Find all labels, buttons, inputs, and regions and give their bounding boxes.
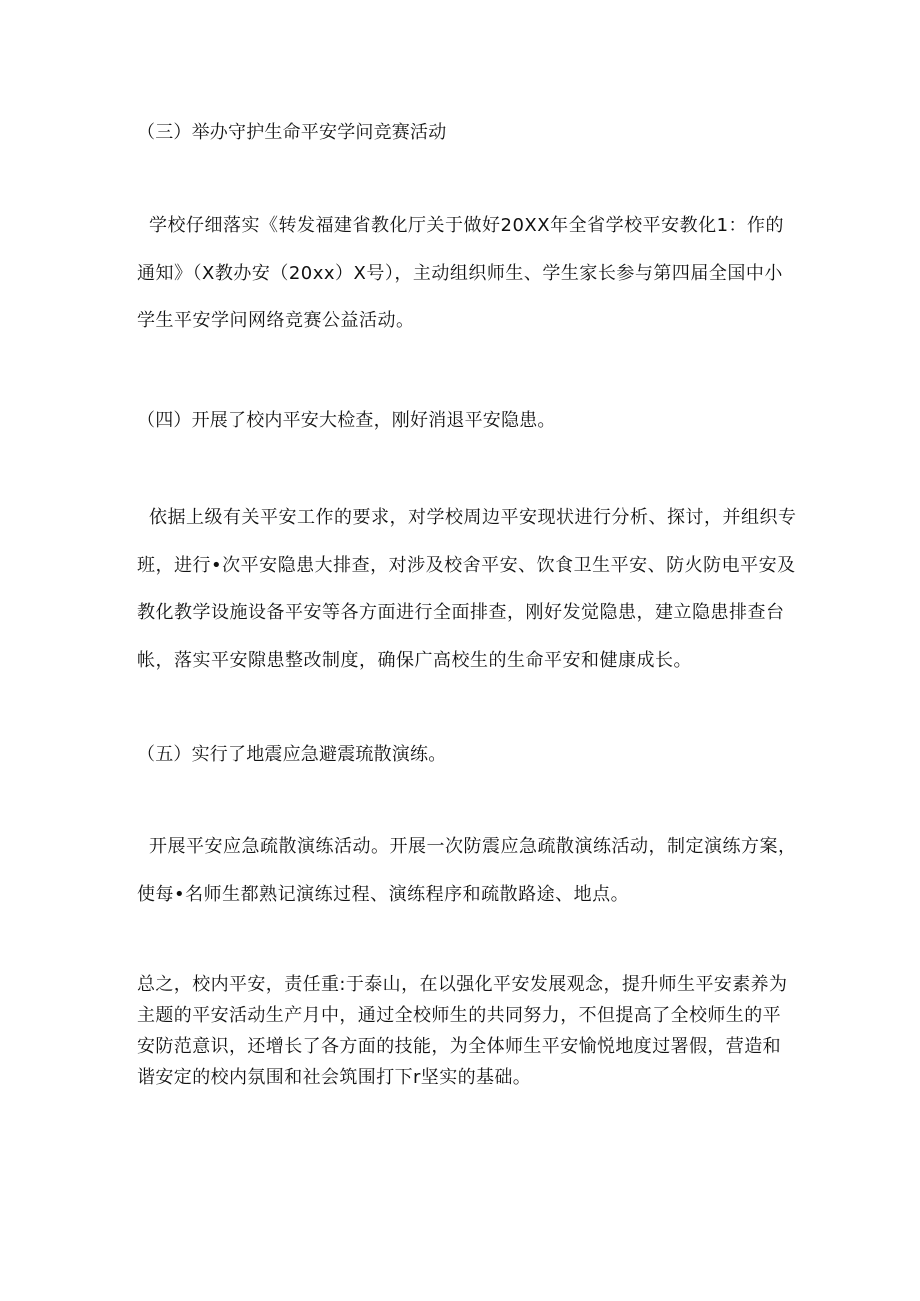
section-5-heading: （五）实行了地震应急避震琉散演练。 — [137, 744, 447, 765]
section-4-body: 依据上级有关平安工作的要求，对学校周边平安现状进行分析、探讨，并组织专班，进行•次平安隐患大排查，对涉及校舍平安、饮食卫生平安、防火防电平安及教化教学设施设备平安等各方面进行全面排查，刚好发觉隐患，建立隐患排查台帐，落实平安隙患整改制度，确保广高校生的生命平安和健康成长。 — [137, 507, 797, 671]
section-3-body: 学校仔细落实《转发福建省教化厅关于做好20XX年全省学校平安教化1：作的通知》（X教办安（20xx）X号），主动组织师生、学生家长参与第四届全国中小学生平安学问网络竞赛公益活动。 — [137, 215, 785, 331]
section-4-heading: （四）开展了校内平安大检查，刚好消退平安隐患。 — [137, 410, 556, 431]
section-5-body: 开展平安应急疏散演练活动。开展一次防震应急疏散演练活动，制定演练方案，使每•名师生都熟记演练过程、演练程序和疏散路途、地点。 — [137, 836, 797, 905]
conclusion-paragraph: 总之，校内平安，责任重:于泰山，在以强化平安发展观念，提升师生平安素养为主题的平安活动生产月中，通过全校师生的共同努力，不但提高了全校师生的平安防范意识，还增长了各方面的技能，为全体师生平安愉悦地度过署假，营造和谐安定的校内氛围和社会筑围打下r坚实的基础。 — [137, 974, 788, 1088]
section-3-heading: （三）举办守护生命平安学问竞赛活动 — [137, 122, 447, 143]
